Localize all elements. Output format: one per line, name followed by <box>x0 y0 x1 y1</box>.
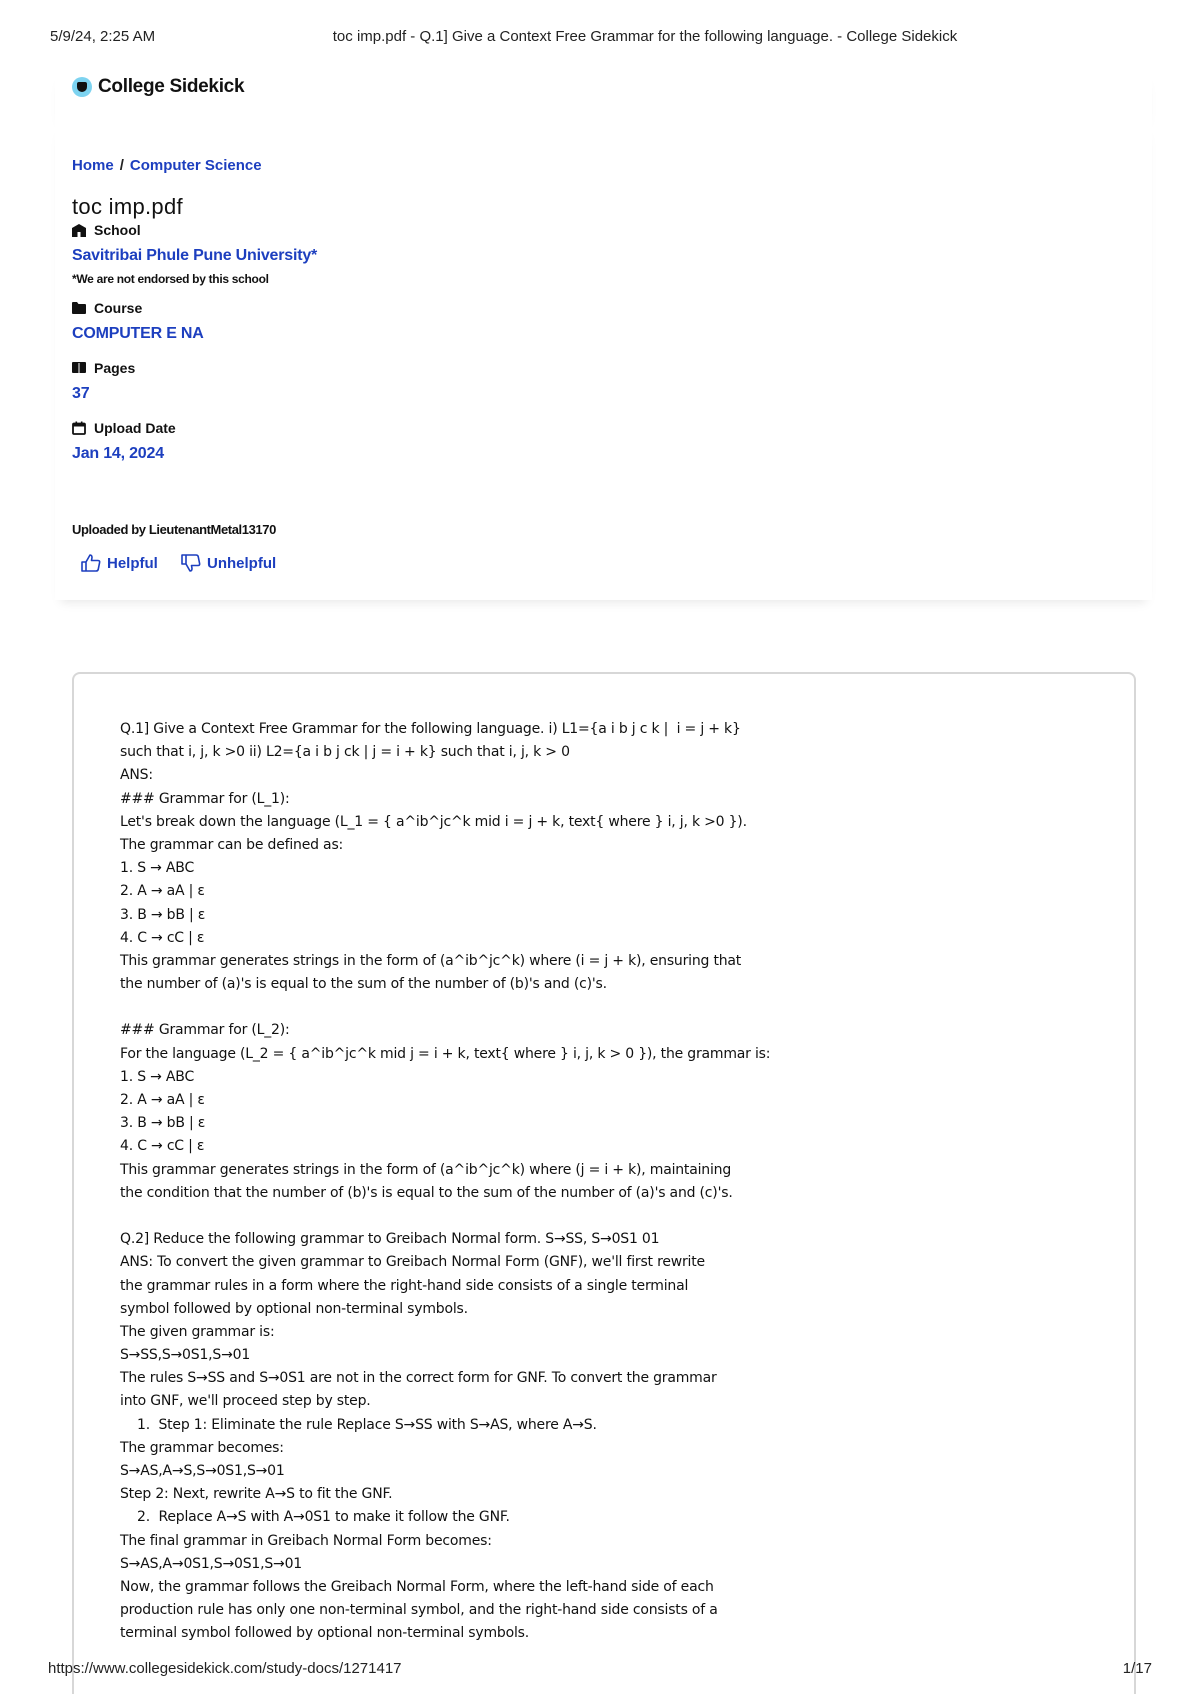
document-line: terminal symbol followed by optional non-terminal symbols. <box>120 1625 529 1642</box>
breadcrumb-separator: / <box>119 157 124 174</box>
helpful-button[interactable] <box>81 554 158 572</box>
upload-date-value: Jan 14, 2024 <box>72 445 164 462</box>
site-header <box>55 70 1152 122</box>
document-line: 3. B → bB | ε <box>120 906 206 923</box>
school-link[interactable]: Savitribai Phule Pune University* <box>72 247 318 264</box>
document-line: symbol followed by optional non-terminal symbols. <box>120 1300 468 1317</box>
document-line: The given grammar is: <box>120 1323 275 1340</box>
brand-link[interactable] <box>72 76 244 98</box>
document-line: the grammar rules in a form where the right-hand side consists of a single terminal <box>120 1277 689 1294</box>
course-label <box>72 300 142 316</box>
document-line: Let's break down the language (L_1 = { a^ib^jc^k mid i = j + k, text{ where } i, j, k >0 }). <box>120 813 747 830</box>
document-line: 4. C → cC | ε <box>120 929 205 946</box>
document-line: ANS: <box>120 767 153 784</box>
document-line: Q.1] Give a Context Free Grammar for the following language. i) L1={a i b j c k | i = j + k} <box>120 721 741 737</box>
unhelpful-button[interactable] <box>181 554 276 572</box>
document-line: ### Grammar for (L_2): <box>120 1022 290 1039</box>
print-page-title: toc imp.pdf - Q.1] Give a Context Free Grammar for the following language. - College Sidekick <box>332 28 958 45</box>
school-label <box>72 222 141 238</box>
breadcrumb-category-link[interactable]: Computer Science <box>129 157 262 174</box>
document-line: Now, the grammar follows the Greibach Normal Form, where the left-hand side of each <box>120 1578 714 1595</box>
brand-name: College Sidekick <box>98 76 245 97</box>
document-viewer <box>72 672 1136 1694</box>
document-line: 1. S → ABC <box>120 1068 195 1085</box>
folder-icon <box>72 302 86 314</box>
document-line: The rules S→SS and S→0S1 are not in the correct form for GNF. To convert the grammar <box>120 1370 717 1387</box>
paragraph-gap <box>120 996 1020 1019</box>
helpful-label: Helpful <box>107 554 158 572</box>
pages-label <box>72 360 135 376</box>
document-line: ### Grammar for (L_1): <box>120 790 290 807</box>
calendar-icon <box>72 421 86 435</box>
course-link[interactable]: COMPUTER E NA <box>72 325 204 342</box>
document-line: the number of (a)'s is equal to the sum of the number of (b)'s and (c)'s. <box>120 976 607 993</box>
breadcrumb-home-link[interactable]: Home <box>72 157 114 174</box>
breadcrumb <box>72 157 262 174</box>
document-text <box>120 718 1020 1646</box>
book-icon <box>72 362 86 374</box>
document-line: For the language (L_2 = { a^ib^jc^k mid j = i + k, text{ where } i, j, k > 0 }), the grammar is: <box>120 1045 771 1062</box>
document-line: 2. Replace A→S with A→0S1 to make it follow the GNF. <box>120 1509 510 1526</box>
document-line: This grammar generates strings in the form of (a^ib^jc^k) where (j = i + k), maintaining <box>120 1161 732 1178</box>
upload-date-label-text: Upload Date <box>94 420 176 436</box>
uploaded-by: Uploaded by LieutenantMetal13170 <box>72 522 276 537</box>
document-line: the condition that the number of (b)'s is equal to the sum of the number of (a)'s and (c)'s. <box>120 1184 733 1201</box>
document-line: 2. A → aA | ε <box>120 1092 205 1108</box>
document-line: production rule has only one non-terminal symbol, and the right-hand side consists of a <box>120 1602 718 1619</box>
document-line: 3. B → bB | ε <box>120 1115 206 1132</box>
pages-value: 37 <box>72 385 90 402</box>
document-info-card <box>55 122 1152 600</box>
document-line: 4. C → cC | ε <box>120 1138 205 1155</box>
document-line: 2. A → aA | ε <box>120 883 205 900</box>
print-url: https://www.collegesidekick.com/study-docs/1271417 <box>48 1660 402 1677</box>
document-title: toc imp.pdf <box>72 194 183 219</box>
school-label-text: School <box>94 222 141 238</box>
document-line: Step 2: Next, rewrite A→S to fit the GNF. <box>120 1486 393 1503</box>
thumbs-down-icon <box>181 554 201 572</box>
document-line: The final grammar in Greibach Normal Form becomes: <box>120 1532 492 1549</box>
thumbs-up-icon <box>81 554 101 572</box>
document-line: such that i, j, k >0 ii) L2={a i b j ck | j = i + k} such that i, j, k > 0 <box>120 744 570 761</box>
document-line: This grammar generates strings in the form of (a^ib^jc^k) where (i = j + k), ensuring that <box>120 952 742 969</box>
college-sidekick-logo-icon <box>72 77 92 97</box>
upload-date-label <box>72 420 176 436</box>
document-line: S→AS,A→S,S→0S1,S→01 <box>120 1463 285 1479</box>
pages-label-text: Pages <box>94 360 136 376</box>
document-line: S→SS,S→0S1,S→01 <box>120 1347 251 1364</box>
document-line: The grammar becomes: <box>120 1439 284 1456</box>
document-line: The grammar can be defined as: <box>120 836 344 853</box>
document-line: Q.2] Reduce the following grammar to Greibach Normal form. S→SS, S→0S1 01 <box>120 1231 660 1248</box>
document-line: ANS: To convert the given grammar to Greibach Normal Form (GNF), we'll first rewrite <box>120 1254 705 1271</box>
document-line: 1. Step 1: Eliminate the rule Replace S→SS with S→AS, where A→S. <box>120 1416 597 1433</box>
course-label-text: Course <box>94 300 143 316</box>
document-line: 1. S → ABC <box>120 860 195 877</box>
school-icon <box>72 224 86 237</box>
document-line: into GNF, we'll proceed step by step. <box>120 1393 371 1410</box>
document-line: S→AS,A→0S1,S→0S1,S→01 <box>120 1555 302 1572</box>
print-page-number: 1/17 <box>1122 1660 1152 1677</box>
school-disclaimer: *We are not endorsed by this school <box>72 272 269 286</box>
paragraph-gap <box>120 1205 1020 1228</box>
print-timestamp: 5/9/24, 2:25 AM <box>50 28 156 45</box>
print-header <box>0 28 1200 48</box>
unhelpful-label: Unhelpful <box>207 554 277 572</box>
